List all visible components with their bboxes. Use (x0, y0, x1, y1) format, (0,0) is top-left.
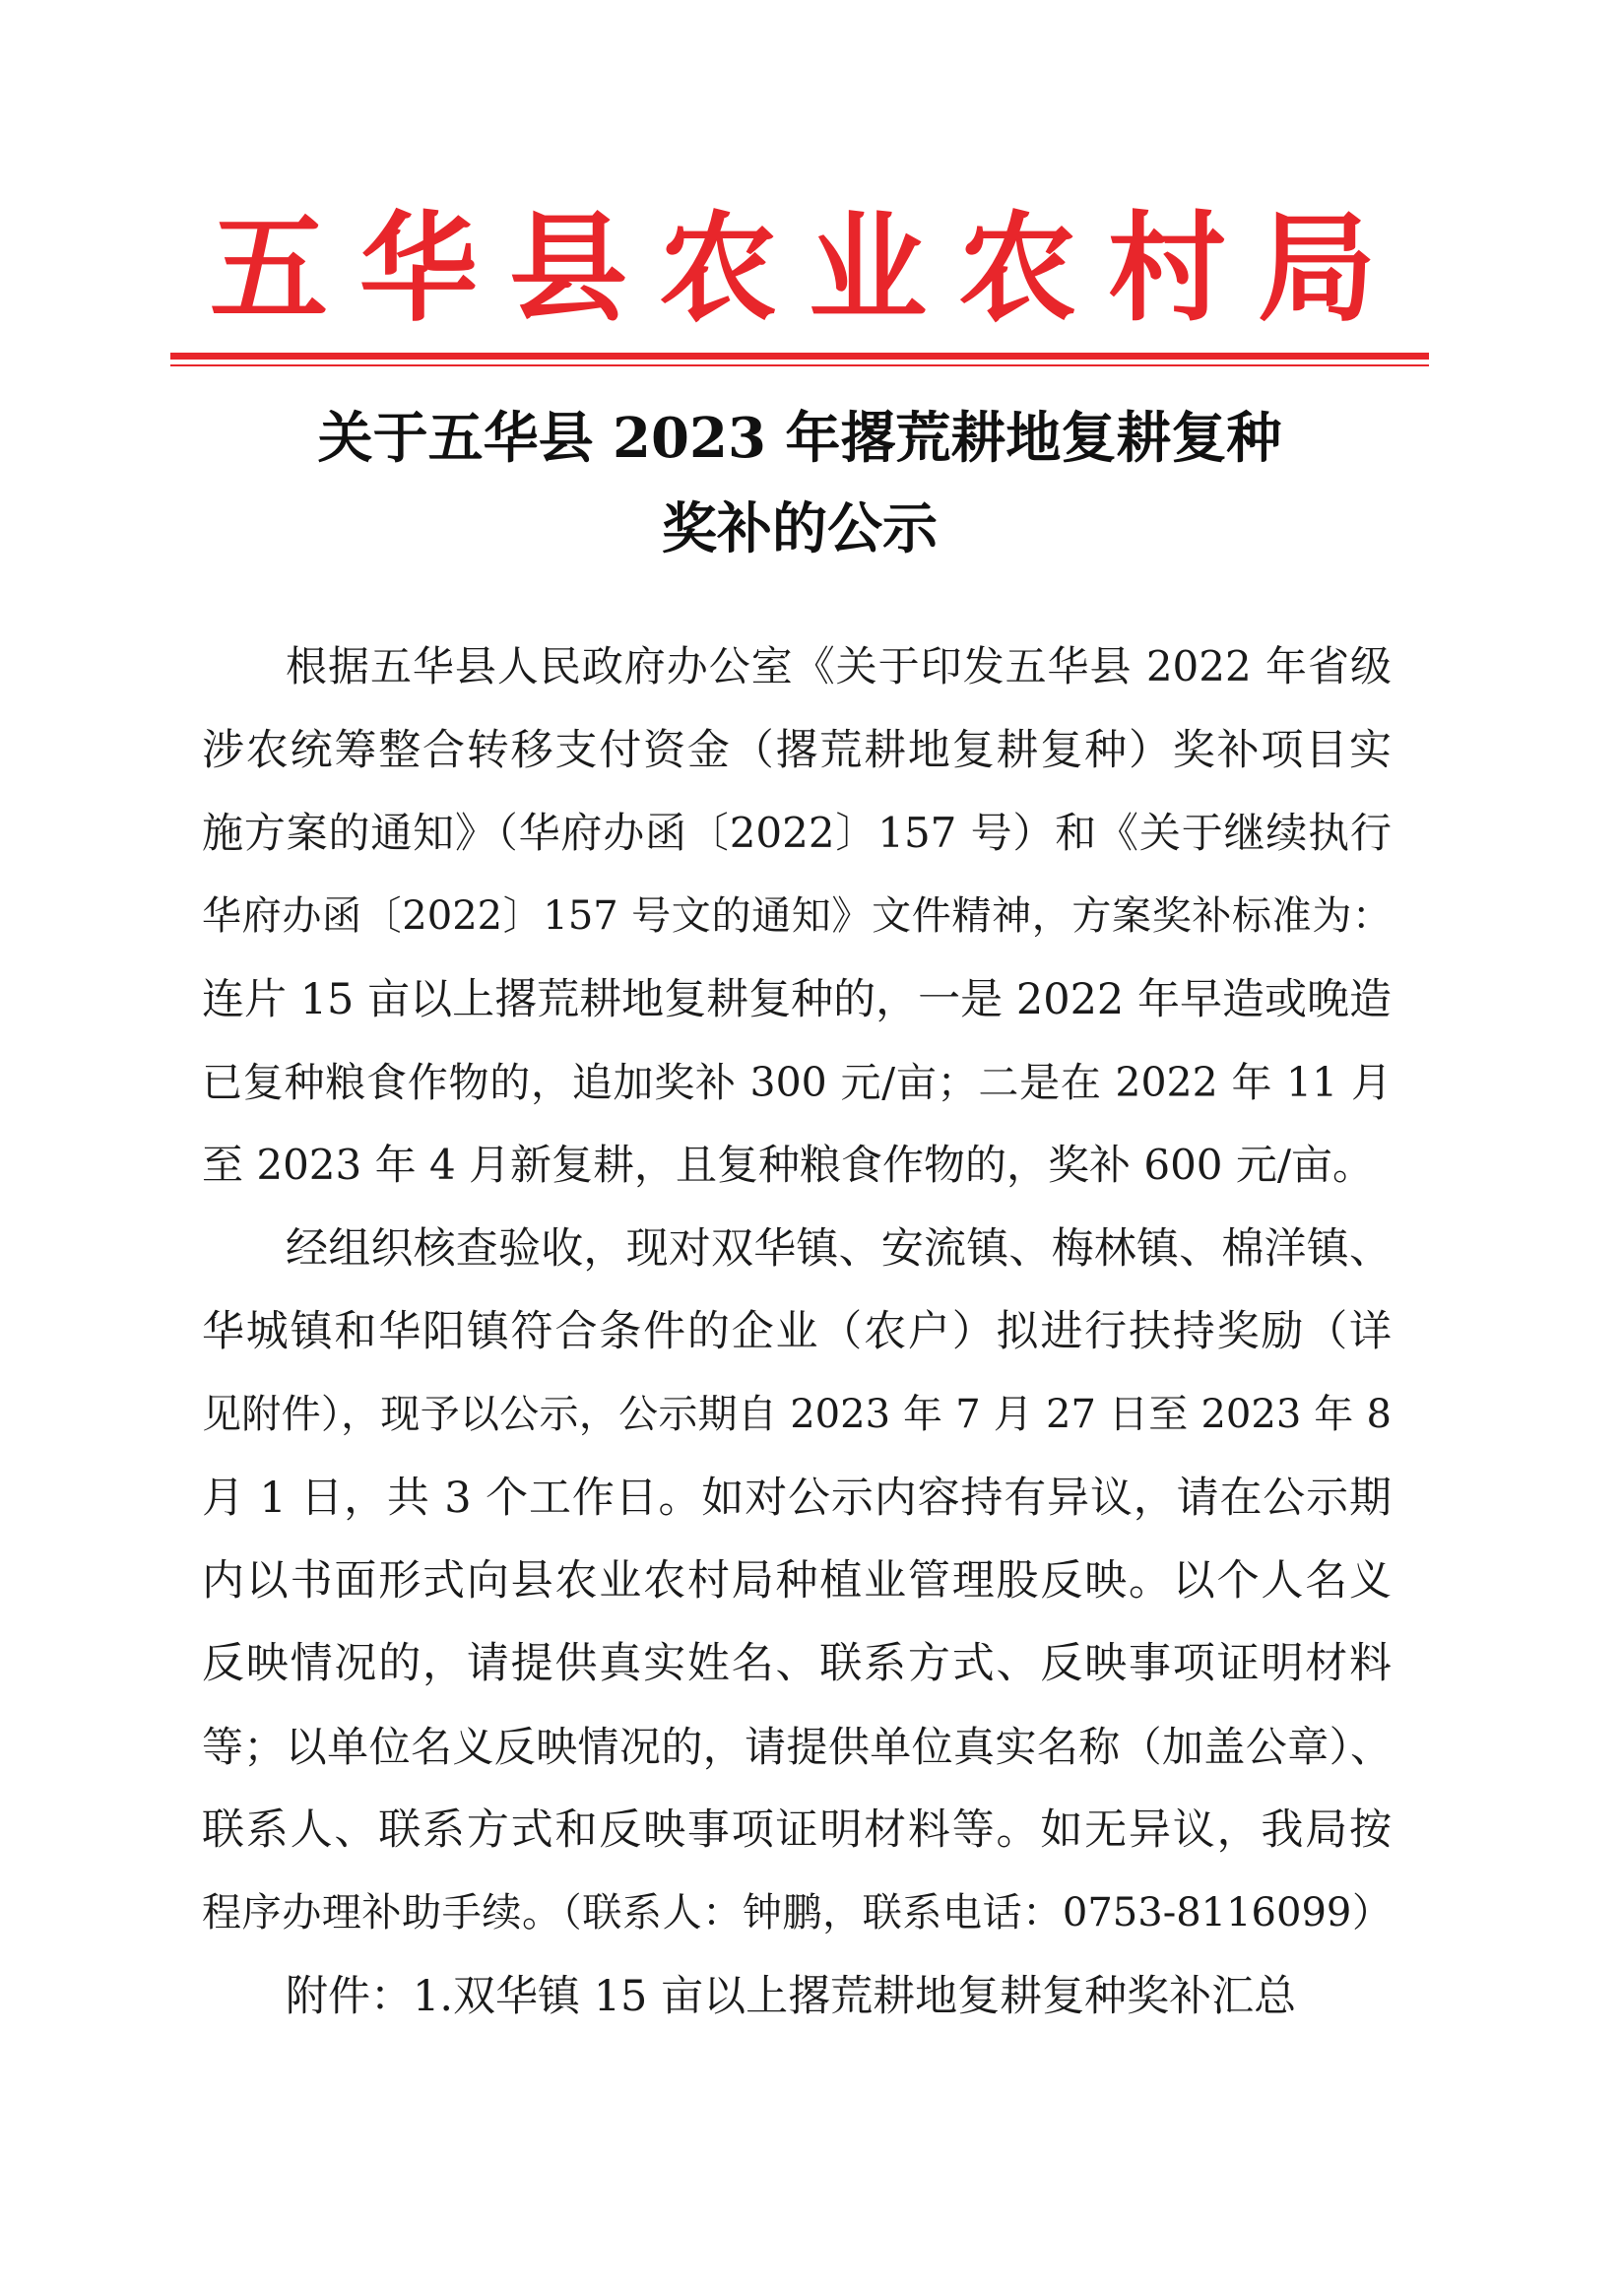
masthead-char: 华 (359, 199, 478, 338)
attachment-line: 附件：1.双华镇 15 亩以上撂荒耕地复耕复种奖补汇总 (286, 1972, 1297, 2021)
masthead-char: 业 (809, 199, 927, 338)
masthead-red-rule-thick (170, 353, 1429, 360)
masthead-char: 农 (958, 199, 1076, 338)
document-title-line-2: 奖补的公示 (662, 496, 938, 561)
document-title-line-1: 关于五华县 2023 年撂荒耕地复耕复种 (317, 406, 1282, 471)
masthead-agency-name (202, 195, 1384, 343)
body-text-line: 程序办理补助手续。（联系人：钟鹏，联系电话：0753-8116099） (202, 1890, 1392, 1935)
body-text-line: 至 2023 年 4 月新复耕，且复种粮食作物的，奖补 600 元/亩。 (202, 1141, 1375, 1189)
body-text-line: 月 1 日，共 3 个工作日。如对公示内容持有异议，请在公示期 (202, 1474, 1392, 1523)
masthead-char: 五 (210, 199, 328, 338)
masthead-char: 局 (1258, 199, 1376, 338)
body-text-line: 涉农统筹整合转移支付资金（撂荒耕地复耕复种）奖补项目实 (202, 726, 1392, 775)
body-text-line: 连片 15 亩以上撂荒耕地复耕复种的，一是 2022 年早造或晚造 (202, 975, 1392, 1024)
masthead-char: 县 (509, 199, 627, 338)
masthead-char: 村 (1108, 199, 1226, 338)
masthead-red-rule-thin (170, 364, 1429, 366)
body-text-line: 等；以单位名义反映情况的，请提供单位真实名称（加盖公章）、 (202, 1723, 1392, 1771)
body-text-line: 施方案的通知》（华府办函〔2022〕157 号）和《关于继续执行 (202, 809, 1392, 857)
body-text-line: 已复种粮食作物的，追加奖补 300 元/亩；二是在 2022 年 11 月 (202, 1059, 1392, 1106)
body-text-line: 反映情况的，请提供真实姓名、联系方式、反映事项证明材料 (202, 1639, 1392, 1688)
body-text-line: 华城镇和华阳镇符合条件的企业（农户）拟进行扶持奖励（详 (202, 1307, 1392, 1356)
masthead-char: 农 (659, 199, 777, 338)
body-text-line: 内以书面形式向县农业农村局种植业管理股反映。以个人名义 (202, 1556, 1392, 1606)
body-text-line: 经组织核查验收，现对双华镇、安流镇、梅林镇、棉洋镇、 (286, 1224, 1392, 1274)
body-text-line: 见附件），现予以公示，公示期自 2023 年 7 月 27 日至 2023 年 8 (202, 1392, 1392, 1437)
body-text-line: 联系人、联系方式和反映事项证明材料等。如无异议，我局按 (202, 1805, 1392, 1855)
body-text-line: 根据五华县人民政府办公室《关于印发五华县 2022 年省级 (286, 642, 1392, 690)
body-text-line: 华府办函〔2022〕157 号文的通知》文件精神，方案奖补标准为： (202, 893, 1392, 939)
